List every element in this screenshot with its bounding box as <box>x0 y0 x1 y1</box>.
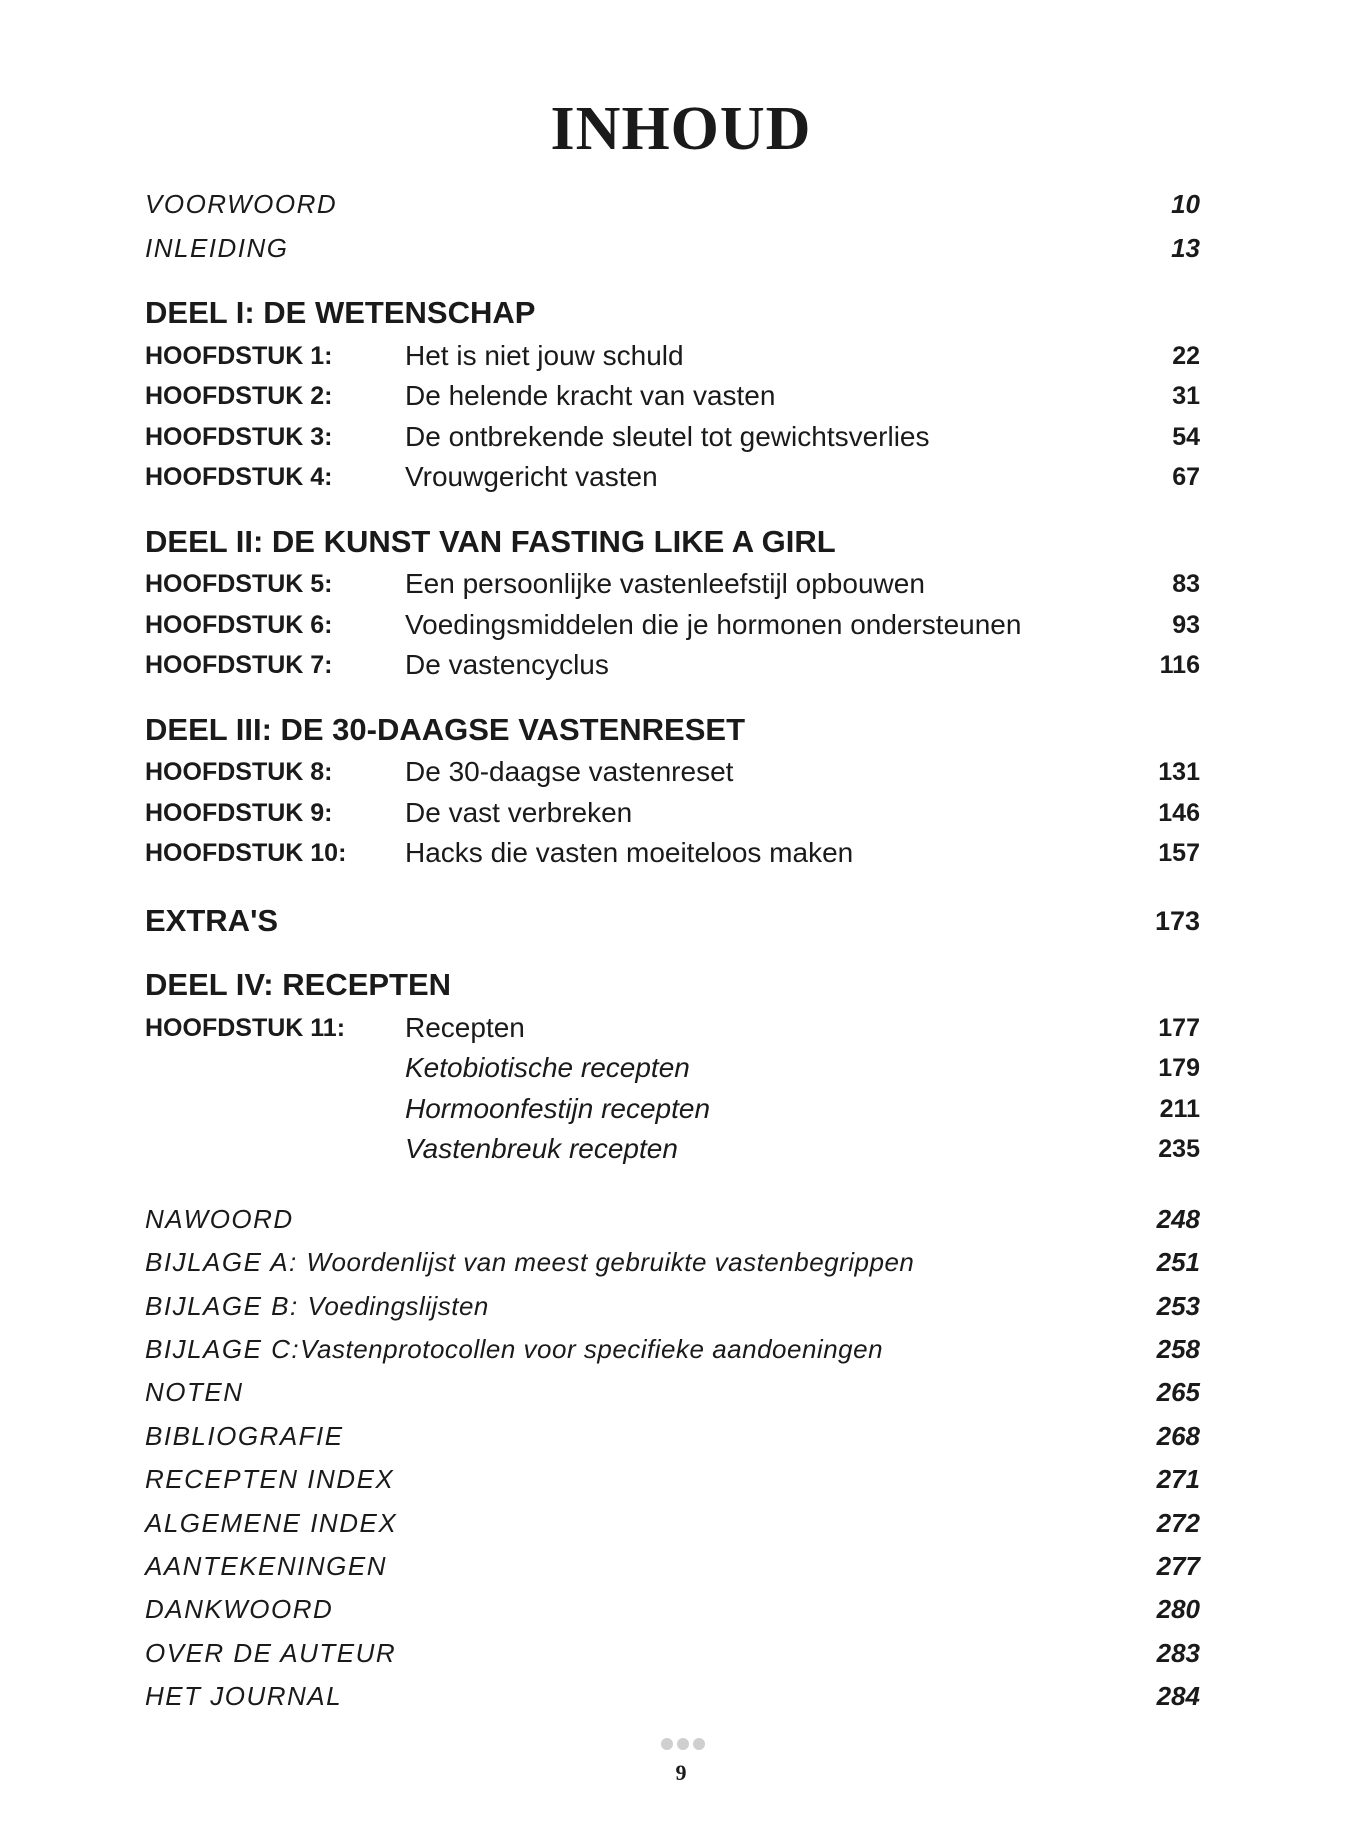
entry-page: 272 <box>1156 1508 1200 1538</box>
toc-entry-over-de-auteur[interactable] <box>145 1635 1200 1671</box>
entry-page: 268 <box>1156 1421 1200 1451</box>
chapter-label: HOOFDSTUK 2: <box>145 382 333 410</box>
chapter-label: HOOFDSTUK 6: <box>145 611 333 639</box>
chapter-page: 146 <box>1158 799 1200 827</box>
subchapter-entry[interactable] <box>145 1091 1200 1127</box>
toc-entry-bibliografie[interactable] <box>145 1418 1200 1454</box>
part-heading-3[interactable] <box>145 712 1200 748</box>
entry-label <box>145 1244 914 1280</box>
pagination-dots[interactable] <box>661 1738 705 1750</box>
chapter-title: Een persoonlijke vastenleefstijl opbouwen <box>405 568 925 599</box>
toc-entry-recepten-index[interactable] <box>145 1461 1200 1497</box>
part-heading-2[interactable] <box>145 524 1200 560</box>
entry-page: 13 <box>1171 233 1200 263</box>
appendix-prefix: BIJLAGE A: <box>145 1247 298 1277</box>
chapter-label: HOOFDSTUK 7: <box>145 651 333 679</box>
chapter-entry-2[interactable] <box>145 378 1200 414</box>
part-title: DEEL I: DE WETENSCHAP <box>145 295 536 330</box>
appendix-title: Voedingslijsten <box>307 1291 489 1321</box>
page-title: INHOUD <box>550 95 812 163</box>
dot-icon <box>661 1738 673 1750</box>
part-title: DEEL III: DE 30-DAAGSE VASTENRESET <box>145 712 746 747</box>
subchapter-title: Ketobiotische recepten <box>405 1052 690 1083</box>
toc-entry-inleiding[interactable] <box>145 230 1200 266</box>
chapter-title: Voedingsmiddelen die je hormonen ondersteunen <box>405 609 1022 640</box>
chapter-page: 177 <box>1158 1014 1200 1042</box>
toc-entry-bijlage-b[interactable] <box>145 1288 1200 1324</box>
chapter-page: 116 <box>1159 651 1200 679</box>
chapter-label: HOOFDSTUK 11: <box>145 1014 346 1042</box>
chapter-page: 31 <box>1172 382 1200 410</box>
chapter-page: 54 <box>1172 423 1200 451</box>
dot-icon <box>677 1738 689 1750</box>
chapter-entry-11[interactable] <box>145 1010 1200 1046</box>
entry-label: RECEPTEN INDEX <box>145 1464 395 1494</box>
toc-entry-dankwoord[interactable] <box>145 1591 1200 1627</box>
entry-label: NOTEN <box>145 1377 244 1407</box>
chapter-entry-9[interactable] <box>145 795 1200 831</box>
appendix-title: Vastenprotocollen voor specifieke aandoeningen <box>300 1334 884 1364</box>
toc-entry-bijlage-c[interactable] <box>145 1331 1200 1367</box>
subchapter-title: Vastenbreuk recepten <box>405 1133 678 1164</box>
entry-page: 284 <box>1156 1681 1200 1711</box>
toc-entry-nawoord[interactable] <box>145 1201 1200 1237</box>
entry-page: 248 <box>1156 1204 1200 1234</box>
subchapter-page: 179 <box>1158 1054 1200 1082</box>
entry-label: ALGEMENE INDEX <box>145 1508 398 1538</box>
page-number: 9 <box>675 1760 687 1785</box>
chapter-entry-3[interactable] <box>145 419 1200 455</box>
entry-page: 253 <box>1156 1291 1200 1321</box>
appendix-prefix: BIJLAGE B: <box>145 1291 299 1321</box>
subchapter-entry[interactable] <box>145 1131 1200 1167</box>
entry-label: VOORWOORD <box>145 189 338 219</box>
entry-page: 271 <box>1156 1464 1200 1494</box>
chapter-title: De vast verbreken <box>405 797 633 828</box>
entry-page: 258 <box>1156 1334 1200 1364</box>
part-heading-1[interactable] <box>145 295 1200 331</box>
chapter-entry-7[interactable] <box>145 647 1200 683</box>
entry-label: AANTEKENINGEN <box>145 1551 387 1581</box>
chapter-entry-4[interactable] <box>145 459 1200 495</box>
chapter-label: HOOFDSTUK 3: <box>145 423 333 451</box>
subchapter-page: 211 <box>1159 1095 1200 1123</box>
subchapter-entry[interactable] <box>145 1050 1200 1086</box>
entry-label: BIBLIOGRAFIE <box>145 1421 344 1451</box>
chapter-page: 22 <box>1172 342 1200 370</box>
chapter-page: 83 <box>1172 570 1200 598</box>
toc-entry-het-journal[interactable] <box>145 1678 1200 1714</box>
appendix-prefix: BIJLAGE C: <box>145 1334 301 1364</box>
entry-label: OVER DE AUTEUR <box>145 1638 397 1668</box>
chapter-title: De 30-daagse vastenreset <box>405 756 734 787</box>
chapter-entry-5[interactable] <box>145 566 1200 602</box>
chapter-label: HOOFDSTUK 1: <box>145 342 333 370</box>
chapter-title: De ontbrekende sleutel tot gewichtsverlies <box>405 421 930 452</box>
entry-label <box>145 1331 883 1367</box>
chapter-title: Het is niet jouw schuld <box>405 340 684 371</box>
entry-page: 251 <box>1156 1247 1200 1277</box>
entry-page: 283 <box>1156 1638 1200 1668</box>
appendix-title: Woordenlijst van meest gebruikte vastenbegrippen <box>306 1247 915 1277</box>
toc-entry-voorwoord[interactable] <box>145 186 1200 222</box>
chapter-page: 131 <box>1158 758 1200 786</box>
chapter-title: Vrouwgericht vasten <box>405 461 658 492</box>
chapter-title: Recepten <box>405 1012 525 1043</box>
chapter-page: 93 <box>1172 611 1200 639</box>
chapter-page: 67 <box>1172 463 1200 491</box>
part-heading-4[interactable] <box>145 967 1200 1003</box>
part-title: EXTRA'S <box>145 903 279 938</box>
chapter-label: HOOFDSTUK 5: <box>145 570 333 598</box>
part-title: DEEL IV: RECEPTEN <box>145 967 452 1002</box>
entry-page: 265 <box>1156 1377 1200 1407</box>
entry-label: DANKWOORD <box>145 1594 334 1624</box>
entry-label <box>145 1288 489 1324</box>
toc-entry-bijlage-a[interactable] <box>145 1244 1200 1280</box>
toc-entry-algemene-index[interactable] <box>145 1505 1200 1541</box>
extras-entry[interactable] <box>145 903 1200 939</box>
dot-icon <box>693 1738 705 1750</box>
chapter-label: HOOFDSTUK 8: <box>145 758 333 786</box>
entry-page: 277 <box>1156 1551 1200 1581</box>
entry-page: 173 <box>1154 906 1200 936</box>
chapter-entry-6[interactable] <box>145 607 1200 643</box>
chapter-title: De vastencyclus <box>405 649 609 680</box>
chapter-title: De helende kracht van vasten <box>405 380 776 411</box>
part-title: DEEL II: DE KUNST VAN FASTING LIKE A GIRL <box>145 524 836 559</box>
chapter-page: 157 <box>1158 839 1200 867</box>
toc-entry-aantekeningen[interactable] <box>145 1548 1200 1584</box>
entry-label: HET JOURNAL <box>145 1681 343 1711</box>
chapter-label: HOOFDSTUK 10: <box>145 839 347 867</box>
toc-entry-noten[interactable] <box>145 1374 1200 1410</box>
entry-label: INLEIDING <box>145 233 289 263</box>
chapter-label: HOOFDSTUK 4: <box>145 463 333 491</box>
subchapter-title: Hormoonfestijn recepten <box>405 1093 711 1124</box>
entry-label: NAWOORD <box>145 1204 294 1234</box>
chapter-entry-8[interactable] <box>145 754 1200 790</box>
chapter-title: Hacks die vasten moeiteloos maken <box>405 837 854 868</box>
subchapter-page: 235 <box>1158 1135 1200 1163</box>
entry-page: 280 <box>1156 1594 1200 1624</box>
chapter-label: HOOFDSTUK 9: <box>145 799 333 827</box>
entry-page: 10 <box>1171 189 1200 219</box>
chapter-entry-10[interactable] <box>145 835 1200 871</box>
chapter-entry-1[interactable] <box>145 338 1200 374</box>
